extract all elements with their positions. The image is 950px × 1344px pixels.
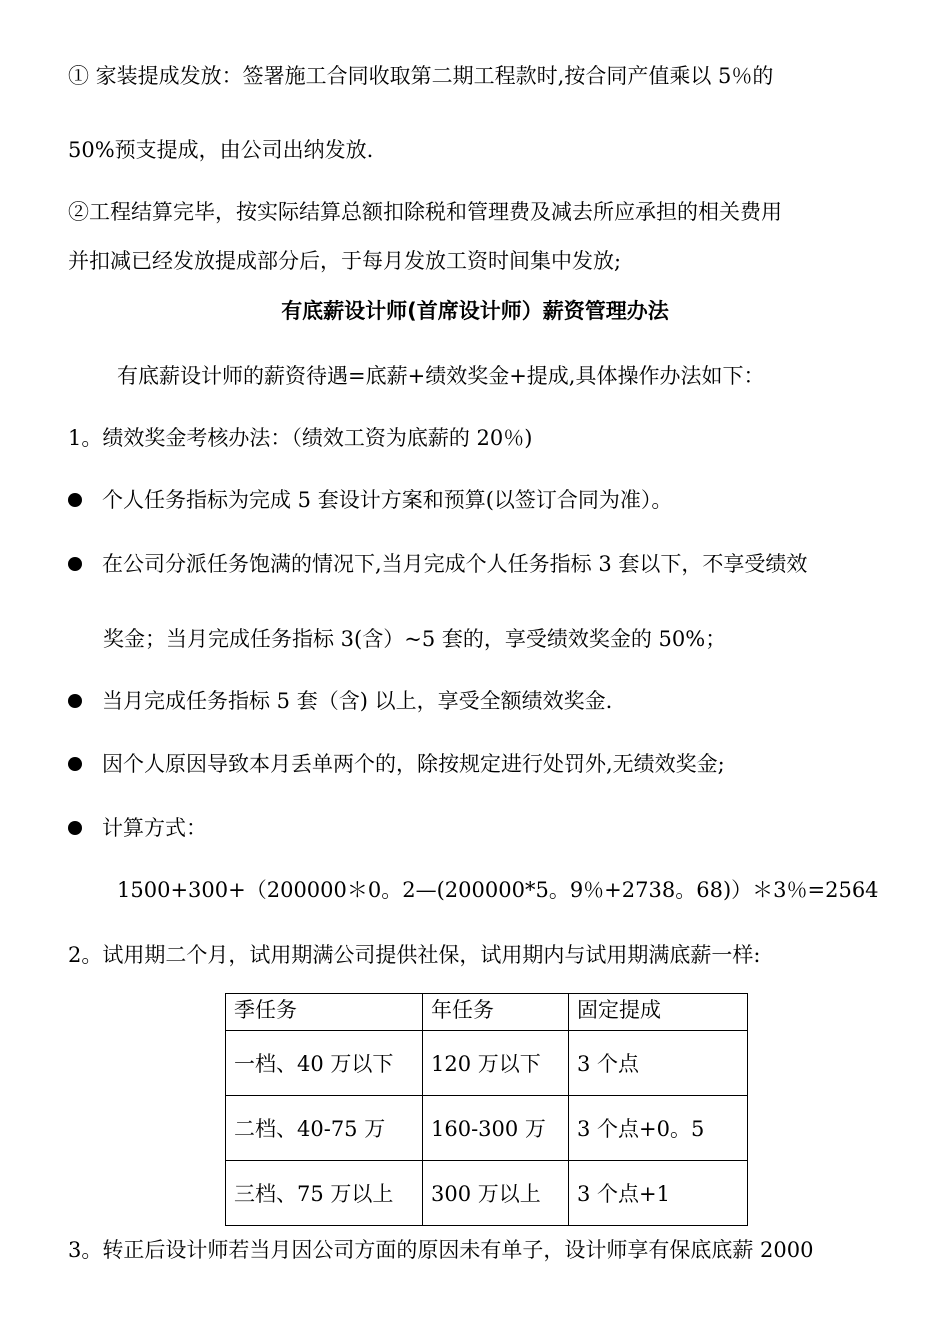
- table-cell: 三档、75 万以上: [226, 1161, 423, 1226]
- paragraph-commission-line1: ① 家装提成发放：签署施工合同收取第二期工程款时,按合同产值乘以 5％的: [68, 64, 774, 88]
- item3-text: 3。转正后设计师若当月因公司方面的原因未有单子，设计师享有保底底薪 2000: [68, 1238, 814, 1262]
- bullet-text: 在公司分派任务饱满的情况下,当月完成个人任务指标 3 套以下，不享受绩效: [102, 552, 808, 576]
- table-header-cell: 季任务: [226, 994, 423, 1031]
- paragraph-settlement-line2: 并扣减已经发放提成部分后，于每月发放工资时间集中发放;: [68, 249, 622, 273]
- bullet-continuation: 奖金；当月完成任务指标 3(含）~5 套的，享受绩效奖金的 50%；: [103, 627, 727, 651]
- table-cell: 3 个点+0。5: [569, 1096, 748, 1161]
- commission-tier-table: [225, 993, 748, 1226]
- bullet-item: [68, 750, 725, 778]
- bullet-text: 个人任务指标为完成 5 套设计方案和预算(以签订合同为准）。: [102, 488, 673, 512]
- table-cell: 一档、40 万以下: [226, 1031, 423, 1096]
- bullet-dot-icon: [68, 757, 82, 771]
- item2-heading: 2。试用期二个月，试用期满公司提供社保，试用期内与试用期满底薪一样:: [68, 943, 761, 967]
- table-row: [226, 1161, 748, 1226]
- bullet-item: [68, 486, 672, 514]
- bullet-dot-icon: [68, 821, 82, 835]
- bullet-text: 当月完成任务指标 5 套（含) 以上，享受全额绩效奖金.: [102, 689, 613, 713]
- table-cell: 3 个点: [569, 1031, 748, 1096]
- bullet-item: [68, 814, 207, 842]
- table-header-row: [226, 994, 748, 1031]
- table-row: [226, 1031, 748, 1096]
- bullet-item: [68, 550, 807, 578]
- bullet-text: 因个人原因导致本月丢单两个的，除按规定进行处罚外,无绩效奖金;: [102, 752, 725, 776]
- intro-text: 有底薪设计师的薪资待遇=底薪+绩效奖金+提成,具体操作办法如下：: [117, 364, 765, 388]
- table-header-cell: 固定提成: [569, 994, 748, 1031]
- bullet-item: [68, 687, 612, 715]
- table-header-cell: 年任务: [423, 994, 569, 1031]
- paragraph-commission-line2: 50%预支提成，由公司出纳发放.: [68, 138, 374, 162]
- table-cell: 3 个点+1: [569, 1161, 748, 1226]
- table-cell: 300 万以上: [423, 1161, 569, 1226]
- bullet-text: 计算方式：: [102, 816, 207, 840]
- bullet-dot-icon: [68, 557, 82, 571]
- table-cell: 二档、40-75 万: [226, 1096, 423, 1161]
- item1-heading: 1。绩效奖金考核办法：（绩效工资为底薪的 20％): [68, 426, 533, 450]
- bullet-dot-icon: [68, 694, 82, 708]
- bullet-dot-icon: [68, 493, 82, 507]
- section-title: 有底薪设计师(首席设计师）薪资管理办法: [281, 299, 669, 323]
- table-cell: 160-300 万: [423, 1096, 569, 1161]
- table-cell: 120 万以下: [423, 1031, 569, 1096]
- formula-text: 1500+300+（200000＊0。2—(200000*5。9％+2738。68)）＊3％=2564: [117, 878, 879, 902]
- paragraph-settlement-line1: ②工程结算完毕，按实际结算总额扣除税和管理费及减去所应承担的相关费用: [68, 200, 782, 224]
- table-row: [226, 1096, 748, 1161]
